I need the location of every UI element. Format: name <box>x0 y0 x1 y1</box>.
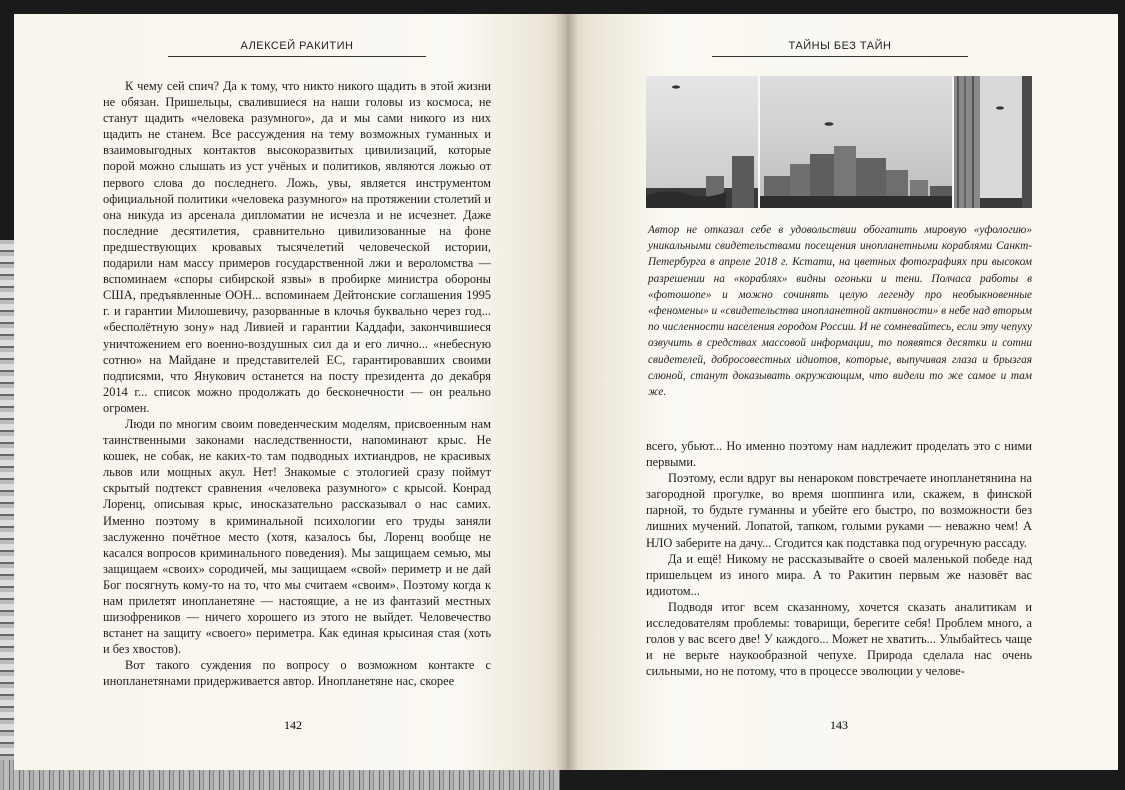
left-running-head-rule <box>168 56 426 57</box>
background-newsprint-left <box>0 240 14 760</box>
right-paragraph-4: Подводя итог всем сказанному, хочется сказать аналитикам и исследователям проблемы: товарищи, берегите себя! Проблем много, а голов у вас всего две! У каждого... Может не хватить... Улыбайтесь чаще и не верьте наукообразной чепухе. Природа сделала нас очень сильными, но не потому, что в процессе эволюции у челове- <box>646 599 1032 679</box>
right-running-head <box>712 40 968 57</box>
photo-city-center <box>760 76 952 208</box>
left-paragraph-1: К чему сей спич? Да к тому, что никто никого щадить в этой жизни не обязан. Пришельцы, свалившиеся на наши головы из космоса, не станут щадить «человека разумного», да и мы сами никого из них щадить не станем. Все рассуждения на тему возможных гуманных и взаимовыгодных контактов высокоразвитых цивилизаций, которые порой можно слышать из уст учёных и политиков, являются ложью от первого слова до последнего. Ложь, увы, является инструментом официальной политики «человека разумного» на протяжении столетий и она никуда из арсенала дипломатии не исчезла и не исчезнет. Даже последние десятилетия, сравнительно цивилизованные на фоне предшествующих кровавых тысячелетий человеческой истории, подарили нам массу примеров государственной лжи и вероломства — вспоминаем «споры сибирской язвы» в пробирке министра обороны США, предъявленные ООН... вспоминаем Дейтонские соглашения 1995 г. и гарантии Милошевичу, разорванные в клочья буквально через год... «бесполётную зону» над Ливией и гарантии Каддафи, закончившиеся уничтожением его военно-воздушных сил да и его лично... «небесную сотню» на Майдане и представителей ЕС, гарантировавших своими подписями, что Янукович останется на посту президента до декабря 2014 г... список можно продолжать до бесконечности — он реально огромен. <box>103 79 491 415</box>
photo-city-left-image <box>646 76 758 208</box>
left-paragraph-2: Люди по многим своим поведенческим моделям, присвоенным нам таинственными законами наследственности, напоминают крыс. Не кошек, не собак, не каких-то там подводных ихтиандров, не красивых львов или мощных акул. Нет! Знакомые с этологией сразу поймут скрытый подтекст сравнения «человека разумного» с крысой. Конрад Лоренц, описывая крыс, иносказательно рассказывал о нас самих. Именно поэтому в криминальной психологии его труды заняли заслуженно почётное место (хотя, казалось бы, Лоренц вообще не касался вопросов криминального поведения). Мы защищаем семью, мы защищаем «своих» сородичей, мы защищаем «свой» периметр и не дай Бог посягнуть кому-то на то, что мы считаем «своим». Поэтому когда к нам прилетят инопланетяне — настоящие, а не из фантазий местных шизофреников — ничего хорошего из этого не выйдет. Человечество встанет на защиту «своего» периметра. Как единая крысиная стая (хоть и без хвостов). <box>103 416 491 657</box>
right-paragraph-2: Поэтому, если вдруг вы ненароком повстречаете инопланетянина на загородной прогулке, во время шоппинга или, скажем, в финской парной, то будьте гуманны и убейте его быстро, по возможности без лишних мучений. Лопатой, тапком, голыми руками — неважно чем! А НЛО заберите на дачу... Сгодится как подставка под огуречную рассаду. <box>646 471 1032 550</box>
book-spine-shadow <box>556 14 578 770</box>
left-page-body <box>103 78 491 690</box>
left-running-head-text: АЛЕКСЕЙ РАКИТИН <box>240 40 354 52</box>
left-page-number: 142 <box>284 718 302 732</box>
right-running-head-text: ТАЙНЫ БЕЗ ТАЙН <box>788 40 892 52</box>
photo-city-center-image <box>760 76 952 208</box>
right-page-body <box>646 438 1032 679</box>
right-page-number: 143 <box>830 718 848 732</box>
photo-caption: Автор не отказал себе в удовольствии обогатить мировую «уфологию» уникальными свидетельствами посещения инопланетными кораблями Санкт-Петербурга в апреле 2018 г. Кстати, на цветных фотографиях при высоком разрешении на «кораблях» видны огоньки и тени. Полчаса работы в «фотошопе» и можно сочинять целую легенду про необыкновенные «феномены» и «свидетельства инопланетной активности» в небе над вторым по численности населения городом России. И не сомневайтесь, если эту чепуху озвучить в средствах массовой информации, то появятся десятки и сотни свидетелей, добросовестных идиотов, которые, выпучивая глаза и брызгая слюной, станут доказывать окружающим, что видели то же самое и там же. <box>648 224 1032 399</box>
photo-city-right <box>954 76 1032 208</box>
photo-city-left <box>646 76 758 208</box>
left-paragraph-3: Вот такого суждения по вопросу о возможном контакте с инопланетянами придерживается автор. Инопланетяне нас, скорее <box>103 658 491 689</box>
ufo-photo-strip <box>646 76 1032 208</box>
right-paragraph-1: всего, убьют... Но именно поэтому нам надлежит проделать это с ними первыми. <box>646 439 1032 470</box>
right-paragraph-3: Да и ещё! Никому не рассказывайте о своей маленькой победе над пришельцем из иного мира. А то Ракитин первым же назовёт вас идиотом... <box>646 551 1032 598</box>
left-running-head <box>168 40 426 57</box>
right-running-head-rule <box>712 56 968 57</box>
photo-city-right-image <box>954 76 1032 208</box>
